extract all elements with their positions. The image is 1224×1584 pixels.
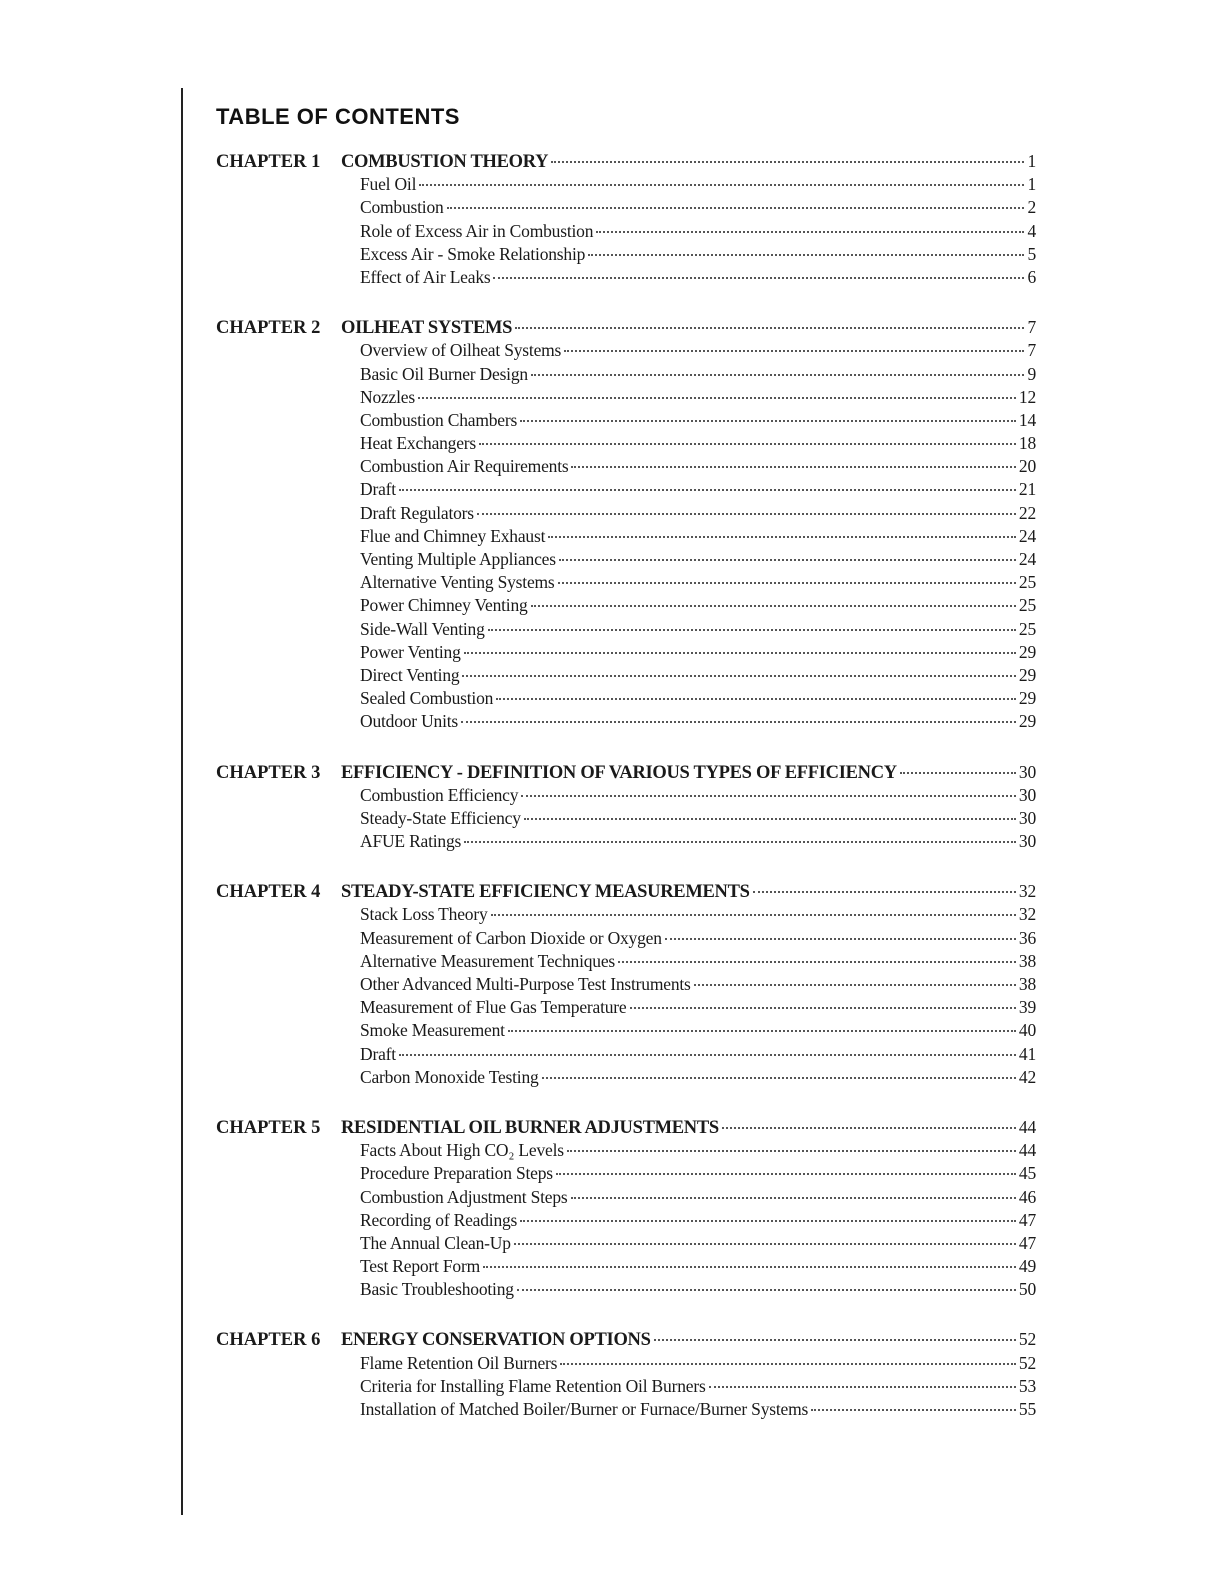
toc-entry[interactable] [216, 243, 1036, 266]
chapter-title: OILHEAT SYSTEMS [341, 318, 513, 339]
chapter-title: EFFICIENCY - DEFINITION OF VARIOUS TYPES OF EFFICIENCY [341, 762, 897, 783]
page-number: 25 [1018, 572, 1036, 593]
dot-leader [753, 890, 1016, 893]
toc-entry[interactable] [216, 950, 1036, 973]
chapter-title: STEADY-STATE EFFICIENCY MEASUREMENTS [341, 882, 750, 903]
toc-entry[interactable] [216, 363, 1036, 386]
dot-leader [447, 206, 1025, 209]
entry-title: Carbon Monoxide Testing [360, 1066, 539, 1087]
page-number: 52 [1018, 1352, 1036, 1373]
toc-entry[interactable] [216, 1209, 1036, 1232]
entry-title: Draft Regulators [360, 502, 474, 523]
entry-title: Stack Loss Theory [360, 904, 488, 925]
dot-leader [462, 674, 1015, 677]
dot-leader [596, 230, 1024, 233]
chapter-block [216, 150, 1036, 289]
toc-entry[interactable] [216, 196, 1036, 219]
page-number: 29 [1018, 711, 1036, 732]
page-number: 32 [1018, 881, 1036, 902]
page-number: 14 [1018, 409, 1036, 430]
dot-leader [493, 276, 1024, 279]
dot-leader [464, 651, 1016, 654]
dot-leader [418, 396, 1016, 399]
page-number: 1 [1027, 151, 1036, 171]
chapter-number: CHAPTER 5 [216, 1117, 321, 1138]
dot-leader [665, 937, 1016, 940]
entry-title: Fuel Oil [360, 174, 417, 195]
dot-leader [542, 1076, 1016, 1079]
toc-entry[interactable] [216, 1375, 1036, 1398]
toc-entry[interactable] [216, 1232, 1036, 1255]
toc-entry[interactable] [216, 220, 1036, 243]
dot-leader [654, 1338, 1016, 1341]
entry-title: Basic Oil Burner Design [360, 363, 528, 384]
dot-leader [630, 1006, 1016, 1009]
toc-entry[interactable] [216, 502, 1036, 525]
chapter-title: RESIDENTIAL OIL BURNER ADJUSTMENTS [341, 1117, 719, 1138]
page-number: 18 [1018, 433, 1036, 454]
chapter-number: CHAPTER 3 [216, 762, 321, 783]
page-number: 24 [1018, 525, 1036, 546]
entry-title: Installation of Matched Boiler/Burner or Furnace/Burner Systems [360, 1399, 809, 1419]
toc-entry[interactable] [216, 687, 1036, 710]
toc-entry[interactable] [216, 1019, 1036, 1042]
page-number: 44 [1018, 1140, 1036, 1161]
toc-entry[interactable] [216, 641, 1036, 664]
dot-leader [811, 1408, 1016, 1411]
dot-leader [491, 913, 1016, 916]
chapter-block [216, 880, 1036, 1089]
toc-entry[interactable] [216, 339, 1036, 362]
chapter-heading-row[interactable] [216, 880, 1036, 903]
page-number: 29 [1018, 664, 1036, 685]
dot-leader [571, 1196, 1016, 1199]
page-number: 40 [1018, 1020, 1036, 1041]
dot-leader [618, 960, 1016, 963]
toc-entry[interactable] [216, 927, 1036, 950]
entry-title: Combustion Air Requirements [360, 456, 569, 477]
entry-title: Combustion Efficiency [360, 784, 519, 805]
toc-entry[interactable] [216, 1352, 1036, 1375]
toc-entry[interactable] [216, 1186, 1036, 1209]
page-number: 9 [1027, 363, 1036, 384]
dot-leader [514, 1242, 1016, 1245]
toc-entry[interactable] [216, 266, 1036, 289]
dot-leader [479, 442, 1016, 445]
chapter-heading-row[interactable] [216, 1116, 1036, 1139]
toc-entry[interactable] [216, 996, 1036, 1019]
page-number: 7 [1027, 340, 1036, 361]
dot-leader [559, 558, 1016, 561]
entry-title: Combustion Adjustment Steps [360, 1186, 568, 1207]
entry-title: Overview of Oilheat Systems [360, 340, 562, 361]
page-number: 1 [1027, 174, 1036, 195]
dot-leader [556, 1172, 1016, 1175]
toc-entry[interactable] [216, 830, 1036, 853]
toc-entry[interactable] [216, 973, 1036, 996]
chapter-heading-row[interactable] [216, 1328, 1036, 1351]
entry-title: Flame Retention Oil Burners [360, 1352, 558, 1373]
dot-leader [399, 1053, 1016, 1056]
chapter-block [216, 1116, 1036, 1302]
entry-title: Direct Venting [360, 664, 460, 685]
toc-entry[interactable] [216, 432, 1036, 455]
page-number: 38 [1018, 974, 1036, 994]
chapter-block [216, 1328, 1036, 1421]
chapter-heading-row[interactable] [216, 316, 1036, 339]
dot-leader [694, 983, 1016, 986]
entry-title: Other Advanced Multi-Purpose Test Instruments [360, 974, 691, 994]
toc-entry[interactable] [216, 903, 1036, 926]
page-number: 12 [1018, 386, 1036, 407]
entry-title: Draft [360, 1043, 396, 1064]
entry-title: Measurement of Carbon Dioxide or Oxygen [360, 927, 662, 948]
dot-leader [564, 349, 1024, 352]
toc-entry[interactable] [216, 710, 1036, 733]
entry-title: Excess Air - Smoke Relationship [360, 243, 586, 264]
page-number: 30 [1018, 784, 1036, 805]
entry-title: Side-Wall Venting [360, 618, 485, 639]
chapter-heading-row[interactable] [216, 761, 1036, 784]
page-number: 32 [1018, 904, 1036, 925]
toc-entry[interactable] [216, 664, 1036, 687]
toc-entry[interactable] [216, 784, 1036, 807]
entry-title: Flue and Chimney Exhaust [360, 525, 546, 546]
entry-title: Sealed Combustion [360, 688, 494, 709]
dot-leader [524, 817, 1016, 820]
page-number: 36 [1018, 927, 1036, 948]
dot-leader [488, 628, 1016, 631]
entry-title: Basic Troubleshooting [360, 1279, 514, 1300]
dot-leader [520, 1219, 1016, 1222]
page-number: 6 [1027, 266, 1036, 287]
dot-leader [548, 535, 1016, 538]
page-number: 41 [1018, 1043, 1036, 1064]
dot-leader [588, 253, 1024, 256]
entry-title: Alternative Venting Systems [360, 572, 555, 593]
page-number: 29 [1018, 641, 1036, 662]
toc-entry[interactable] [216, 1043, 1036, 1066]
toc-entry[interactable] [216, 1255, 1036, 1278]
page-number: 39 [1018, 997, 1036, 1018]
chapter-heading-row[interactable] [216, 150, 1036, 173]
page-number: 22 [1018, 502, 1036, 523]
dot-leader [477, 512, 1016, 515]
page-number: 7 [1027, 317, 1036, 338]
page-number: 49 [1018, 1256, 1036, 1277]
dot-leader [567, 1149, 1016, 1152]
entry-title: Draft [360, 479, 396, 500]
entry-title: Steady-State Efficiency [360, 807, 521, 828]
toc-entry[interactable] [216, 455, 1036, 478]
toc-entry[interactable] [216, 409, 1036, 432]
dot-leader [521, 794, 1016, 797]
toc-entry[interactable] [216, 548, 1036, 571]
entry-title: Procedure Preparation Steps [360, 1163, 553, 1184]
page-number: 25 [1018, 595, 1036, 616]
page-number: 21 [1018, 479, 1036, 500]
page-title: TABLE OF CONTENTS [216, 104, 460, 129]
page-number: 53 [1018, 1375, 1036, 1396]
entry-title: Measurement of Flue Gas Temperature [360, 997, 627, 1018]
dot-leader [709, 1385, 1016, 1388]
chapter-title: COMBUSTION THEORY [341, 152, 549, 172]
dot-leader [483, 1265, 1016, 1268]
toc-entry[interactable] [216, 173, 1036, 196]
toc-entry[interactable] [216, 618, 1036, 641]
dot-leader [900, 771, 1016, 774]
page-margin-rule [181, 88, 183, 1515]
dot-leader [531, 373, 1024, 376]
entry-title: Role of Excess Air in Combustion [360, 220, 594, 241]
dot-leader [496, 697, 1016, 700]
entry-title: Criteria for Installing Flame Retention Oil Burners [360, 1375, 706, 1396]
chapter-block [216, 761, 1036, 854]
page-number: 47 [1018, 1232, 1036, 1253]
page-number: 2 [1027, 197, 1036, 218]
page-number: 25 [1018, 618, 1036, 639]
dot-leader [464, 840, 1016, 843]
page-number: 4 [1027, 220, 1036, 241]
entry-title: Recording of Readings [360, 1209, 518, 1230]
entry-title: Smoke Measurement [360, 1020, 505, 1041]
page-number: 45 [1018, 1163, 1036, 1184]
toc-entry[interactable] [216, 1066, 1036, 1089]
dot-leader [515, 326, 1024, 329]
page-number: 55 [1018, 1399, 1036, 1419]
page-number: 44 [1018, 1116, 1036, 1137]
toc-entry[interactable] [216, 571, 1036, 594]
page-number: 50 [1018, 1279, 1036, 1300]
toc-entry[interactable] [216, 478, 1036, 501]
toc-entry[interactable] [216, 1398, 1036, 1421]
entry-title: Power Venting [360, 641, 461, 662]
entry-title: Facts About High CO₂ Levels [360, 1140, 564, 1161]
entry-title: Venting Multiple Appliances [360, 549, 556, 569]
page-number: 20 [1018, 456, 1036, 477]
page-number: 30 [1018, 807, 1036, 828]
entry-title: Alternative Measurement Techniques [360, 950, 616, 971]
page-number: 30 [1018, 831, 1036, 852]
entry-title: Test Report Form [360, 1256, 481, 1277]
toc-entry[interactable] [216, 1162, 1036, 1185]
page-number: 24 [1018, 549, 1036, 569]
entry-title: Nozzles [360, 386, 415, 407]
dot-leader [461, 720, 1016, 723]
page-number: 30 [1018, 761, 1036, 782]
dot-leader [558, 581, 1016, 584]
table-of-contents [216, 150, 1036, 1421]
toc-entry[interactable] [216, 525, 1036, 548]
dot-leader [551, 160, 1024, 163]
dot-leader [508, 1029, 1016, 1032]
entry-title: Effect of Air Leaks [360, 266, 491, 287]
dot-leader [560, 1362, 1016, 1365]
dot-leader [399, 488, 1016, 491]
chapter-number: CHAPTER 2 [216, 318, 321, 339]
toc-entry[interactable] [216, 1278, 1036, 1301]
page-number: 47 [1018, 1209, 1036, 1230]
toc-entry[interactable] [216, 1139, 1036, 1162]
entry-title: Combustion Chambers [360, 409, 518, 430]
page-number: 38 [1018, 950, 1036, 971]
toc-entry[interactable] [216, 386, 1036, 409]
toc-entry[interactable] [216, 594, 1036, 617]
entry-title: AFUE Ratings [360, 831, 462, 852]
entry-title: Outdoor Units [360, 711, 459, 732]
dot-leader [722, 1126, 1016, 1129]
page-number: 29 [1018, 688, 1036, 709]
dot-leader [517, 1288, 1016, 1291]
page-number: 46 [1018, 1186, 1036, 1207]
entry-title: Power Chimney Venting [360, 595, 528, 616]
dot-leader [571, 465, 1015, 468]
dot-leader [520, 419, 1016, 422]
chapter-block [216, 316, 1036, 733]
entry-title: The Annual Clean-Up [360, 1232, 511, 1253]
toc-entry[interactable] [216, 807, 1036, 830]
dot-leader [419, 183, 1024, 186]
page-number: 52 [1018, 1329, 1036, 1350]
entry-title: Heat Exchangers [360, 433, 477, 454]
chapter-number: CHAPTER 4 [216, 882, 321, 903]
chapter-title: ENERGY CONSERVATION OPTIONS [341, 1330, 651, 1351]
dot-leader [531, 604, 1016, 607]
chapter-number: CHAPTER 1 [216, 152, 321, 172]
page-number: 5 [1027, 243, 1036, 264]
chapter-number: CHAPTER 6 [216, 1330, 321, 1351]
entry-title: Combustion [360, 197, 444, 218]
page-number: 42 [1018, 1066, 1036, 1087]
